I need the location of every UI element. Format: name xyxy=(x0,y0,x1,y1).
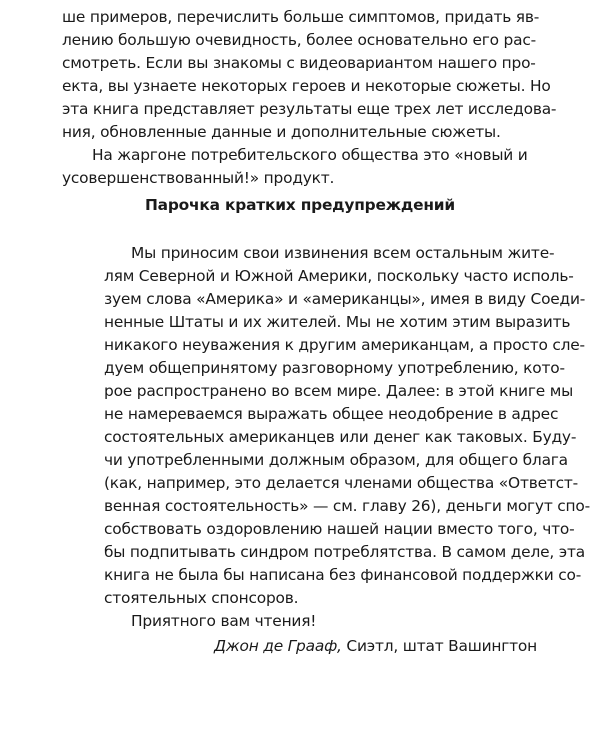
signature-name: Джон де Грааф, xyxy=(214,637,342,655)
text-line: ненные Штаты и их жителей. Мы не хотим этим выразить xyxy=(104,313,571,331)
text-line: собствовать оздоровлению нашей нации вместо того, что- xyxy=(104,520,575,538)
text-line: лению большую очевидность, более основательно его рас- xyxy=(62,31,536,49)
text-line: (как, например, это делается членами общества «Ответст- xyxy=(104,474,578,492)
text-line: зуем слова «Америка» и «американцы», имея в виду Соеди- xyxy=(104,290,586,308)
text-line: усовершенствованный!» продукт. xyxy=(62,169,335,187)
text-line: рое распространено во всем мире. Далее: в этой книге мы xyxy=(104,382,574,400)
text-line: состоятельных американцев или денег как таковых. Буду- xyxy=(104,428,577,446)
signature xyxy=(214,637,537,655)
text-line: стоятельных спонсоров. xyxy=(104,589,299,607)
text-line: На жаргоне потребительского общества это «новый и xyxy=(92,146,528,164)
closing-line: Приятного вам чтения! xyxy=(131,612,317,630)
text-line: венная состоятельность» — см. главу 26), деньги могут спо- xyxy=(104,497,590,515)
text-line: не намереваемся выражать общее неодобрение в адрес xyxy=(104,405,559,423)
text-line: никакого неуважения к другим американцам, а просто сле- xyxy=(104,336,585,354)
text-line: Мы приносим свои извинения всем остальным жите- xyxy=(131,244,555,262)
text-line: эта книга представляет результаты еще трех лет исследова- xyxy=(62,100,557,118)
text-line: чи употребленными должным образом, для общего блага xyxy=(104,451,568,469)
text-line: дуем общепринятому разговорному употреблению, кото- xyxy=(104,359,565,377)
text-line: бы подпитывать синдром потреблятства. В самом деле, эта xyxy=(104,543,585,561)
section-heading: Парочка кратких предупреждений xyxy=(145,196,455,214)
text-line: ния, обновленные данные и дополнительные сюжеты. xyxy=(62,123,501,141)
signature-place: Сиэтл, штат Вашингтон xyxy=(341,637,538,655)
text-line: лям Северной и Южной Америки, поскольку часто исполь- xyxy=(104,267,574,285)
text-line: екта, вы узнаете некоторых героев и некоторые сюжеты. Но xyxy=(62,77,551,95)
text-line: смотреть. Если вы знакомы с видеовариантом нашего про- xyxy=(62,54,536,72)
text-line: книга не была бы написана без финансовой поддержки со- xyxy=(104,566,582,584)
text-line: ше примеров, перечислить больше симптомов, придать яв- xyxy=(62,8,540,26)
